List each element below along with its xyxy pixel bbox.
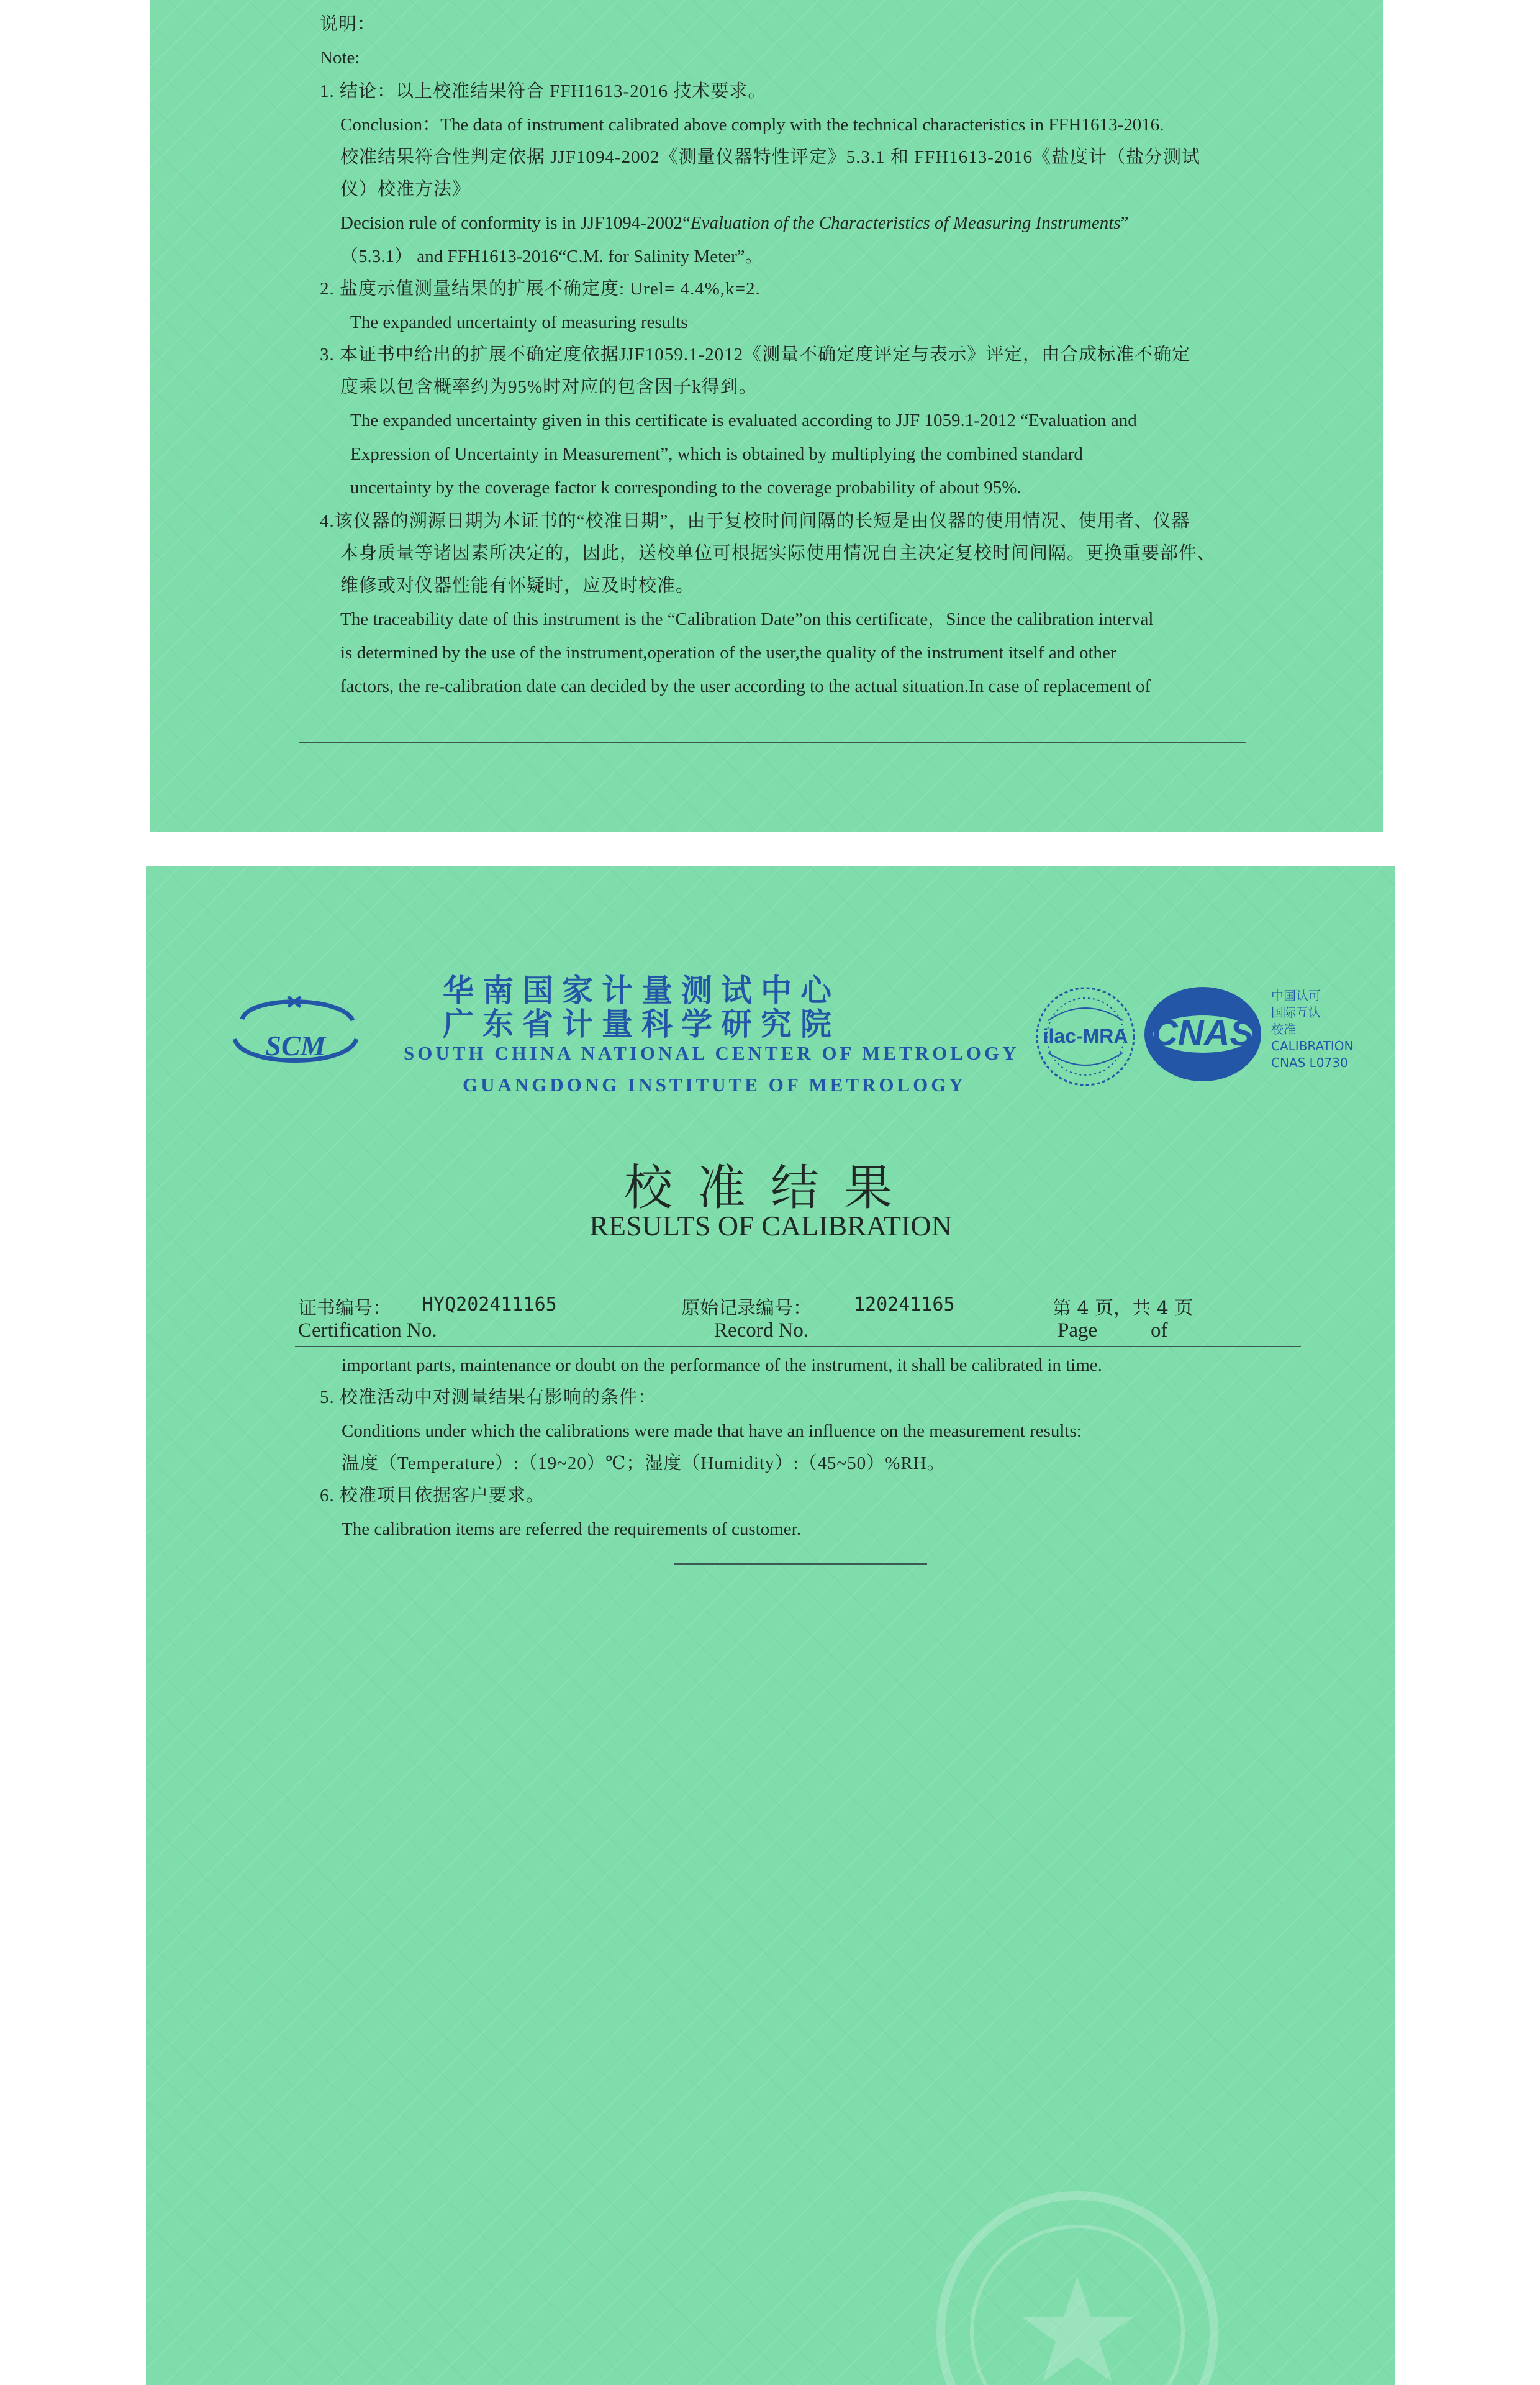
- cnas-side-line-4: CALIBRATION: [1271, 1038, 1354, 1053]
- header-rule: [295, 1346, 1301, 1347]
- note4-continuation-en: important parts, maintenance or doubt on the performance of the instrument, it shall be calibrated in time.: [342, 1355, 1102, 1375]
- note2-en: The expanded uncertainty of measuring results: [350, 312, 688, 332]
- note3-zh-a: 3. 本证书中给出的扩展不确定度依据JJF1059.1-2012《测量不确定度评定与表示》评定，由合成标准不确定: [320, 345, 1191, 365]
- note2-zh: 2. 盐度示值测量结果的扩展不确定度: Urel= 4.4%,k=2.: [320, 279, 761, 299]
- page-label-en: Page: [1058, 1319, 1098, 1342]
- page-count-zh: 第 4 页，共 4 页: [1053, 1297, 1194, 1319]
- note4-en-b: is determined by the use of the instrument,operation of the user,the quality of the instrument itself and other: [340, 643, 1116, 663]
- notes-heading-en: Note:: [320, 48, 360, 68]
- note4-zh-b: 本身质量等诸因素所决定的，因此，送校单位可根据实际使用情况自主决定复校时间间隔。更换重要部件、: [340, 543, 1216, 563]
- note1-rule-en-a-italic: Evaluation of the Characteristics of Measuring Instruments: [690, 213, 1121, 233]
- org-name-zh-2: 广东省计量科学研究院: [443, 1006, 840, 1042]
- note3-en-a: The expanded uncertainty given in this certificate is evaluated according to JJF 1059.1-2012 “Evaluation and: [350, 411, 1137, 430]
- note1-rule-zh-b: 仪）校准方法》: [340, 179, 471, 199]
- note1-rule-zh-a: 校准结果符合性判定依据 JJF1094-2002《测量仪器特性评定》5.3.1 和 FFH1613-2016《盐度计（盐分测试: [340, 147, 1200, 167]
- page-end-rule: [299, 742, 1246, 743]
- note3-zh-b: 度乘以包含概率约为95%时对应的包含因子k得到。: [340, 377, 758, 397]
- end-of-results-rule: [674, 1563, 927, 1565]
- cert-number: HYQ202411165: [422, 1294, 557, 1315]
- record-label-en: Record No.: [714, 1319, 809, 1342]
- org-name-en-2: GUANGDONG INSTITUTE OF METROLOGY: [463, 1074, 966, 1096]
- note6-zh: 6. 校准项目依据客户要求。: [320, 1486, 545, 1506]
- note5-en: Conditions under which the calibrations were made that have an influence on the measurement results:: [342, 1421, 1082, 1441]
- note3-en-b: Expression of Uncertainty in Measurement”, which is obtained by multiplying the combined standard: [350, 444, 1083, 464]
- document-title-en: RESULTS OF CALIBRATION: [589, 1210, 952, 1242]
- embossed-seal-icon: [928, 2183, 1226, 2385]
- note1-rule-en-a-suffix: ”: [1120, 213, 1129, 233]
- cnas-logo-icon: [1141, 983, 1265, 1086]
- cert-label-en: Certification No.: [298, 1319, 437, 1342]
- note1-zh: 1. 结论：以上校准结果符合 FFH1613-2016 技术要求。: [320, 81, 767, 101]
- cnas-side-text: [1271, 988, 1353, 1071]
- cnas-side-line-3: 校准: [1271, 1022, 1296, 1037]
- note1-rule-en-a: [340, 212, 1128, 234]
- cnas-side-line-1: 中国认可: [1271, 988, 1321, 1003]
- note6-en: The calibration items are referred the requirements of customer.: [342, 1519, 801, 1539]
- record-number: 120241165: [854, 1294, 955, 1315]
- org-name-zh-1: 华南国家计量测试中心: [443, 973, 840, 1009]
- note4-zh-a: 4.该仪器的溯源日期为本证书的“校准日期”，由于复校时间间隔的长短是由仪器的使用情况、使用者、仪器: [320, 511, 1190, 531]
- note5-zh: 5. 校准活动中对测量结果有影响的条件：: [320, 1388, 657, 1407]
- certificate-page-bottom: [146, 866, 1395, 2385]
- note4-en-a: The traceability date of this instrument is the “Calibration Date”on this certificate，Since the calibration interval: [340, 609, 1154, 629]
- notes-heading-zh: 说明：: [320, 14, 376, 34]
- ilac-mra-logo-icon: [1033, 983, 1138, 1090]
- scm-logo-icon: [224, 982, 368, 1075]
- org-name-en-1: SOUTH CHINA NATIONAL CENTER OF METROLOGY: [404, 1042, 1020, 1064]
- document-title-zh: 校准结果: [623, 1160, 917, 1216]
- note3-en-c: uncertainty by the coverage factor k corresponding to the coverage probability of about 95%.: [350, 478, 1021, 497]
- note1-rule-en-b: （5.3.1） and FFH1613-2016“C.M. for Salinity Meter”。: [340, 247, 763, 266]
- note5-environment: 温度（Temperature）:（19~20）℃；湿度（Humidity）:（45~50）%RH。: [342, 1453, 946, 1473]
- note1-rule-en-a-prefix: Decision rule of conformity is in JJF1094-2002“: [340, 213, 691, 233]
- cert-label-zh: 证书编号：: [298, 1297, 391, 1319]
- cnas-text: CNAS: [1151, 1013, 1254, 1053]
- record-label-zh: 原始记录编号：: [681, 1297, 812, 1319]
- cnas-side-line-5: CNAS L0730: [1271, 1055, 1348, 1070]
- note1-en: Conclusion：The data of instrument calibrated above comply with the technical characteristics in FFH1613-2016.: [340, 115, 1164, 135]
- of-label-en: of: [1151, 1319, 1168, 1342]
- scm-logo-text: SCM: [265, 1030, 326, 1061]
- note4-zh-c: 维修或对仪器性能有怀疑时，应及时校准。: [340, 576, 695, 596]
- certificate-page-top: [150, 0, 1383, 832]
- ilac-mra-text: ilac-MRA: [1043, 1025, 1128, 1047]
- note4-en-c: factors, the re-calibration date can decided by the user according to the actual situation.In case of replacement of: [340, 676, 1151, 696]
- cnas-side-line-2: 国际互认: [1271, 1005, 1321, 1020]
